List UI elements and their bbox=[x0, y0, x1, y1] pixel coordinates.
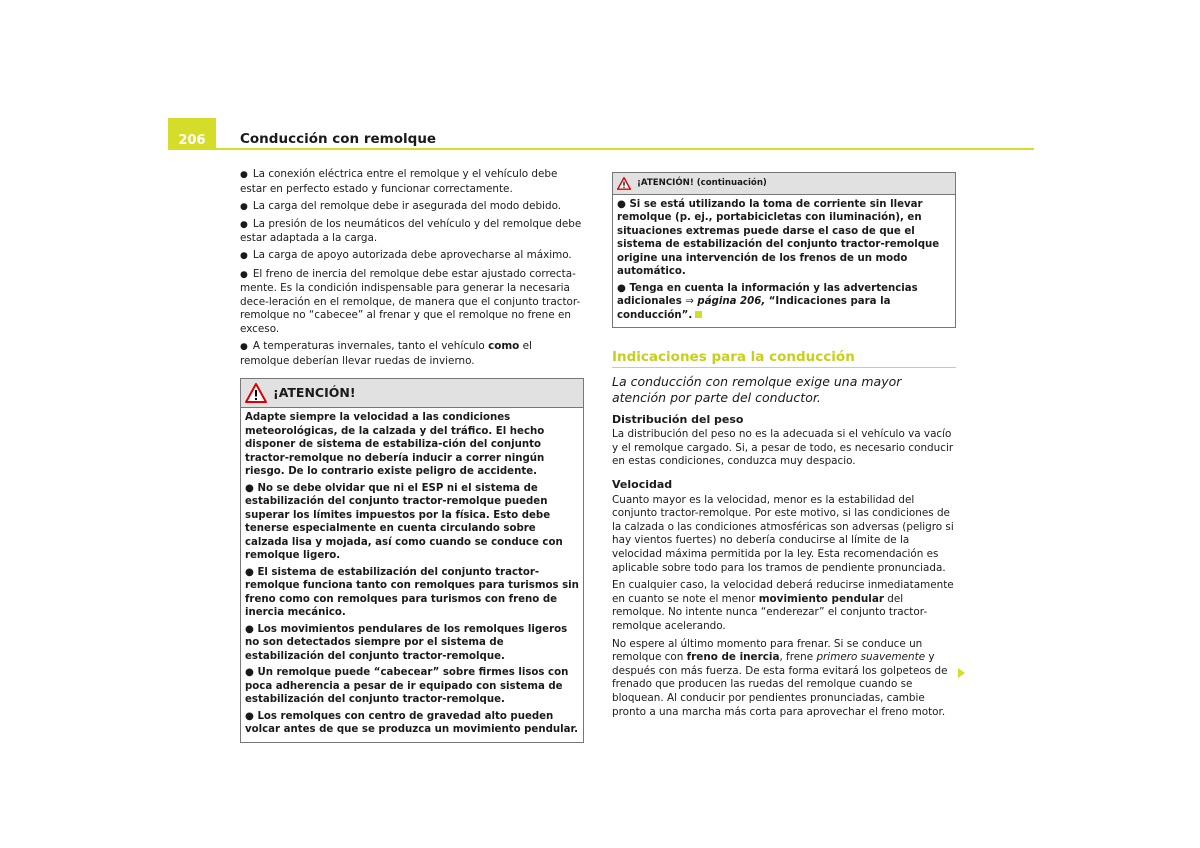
list-item: ● A temperaturas invernales, tanto el vehículo como el remolque deberían llevar ruedas de invierno. bbox=[240, 340, 532, 367]
bullet-icon: ● bbox=[240, 170, 248, 180]
list-item: ● Tenga en cuenta la información y las advertencias adicionales ⇒ página 206, “Indicaciones para la conducción”. bbox=[617, 282, 918, 321]
paragraph: Cuanto mayor es la velocidad, menor es la estabilidad del conjunto tractor-remolque. Por este motivo, si las condiciones de la calzada o las condiciones atmosféricas son adversas (peligro si hay vientos fuertes) no debería conducirse al límite de la velocidad máxima permitida por la ley. Esta recomendación es aplicable sobre todo para los tramos de pendiente pronunciada. bbox=[612, 493, 954, 574]
cross-reference[interactable]: ⇒ página 206, “Indicaciones para la conducción”. bbox=[617, 296, 891, 321]
warning-title: ¡ATENCIÓN! bbox=[273, 385, 356, 401]
bullet-icon: ● bbox=[245, 667, 258, 679]
bullet-icon: ● bbox=[245, 710, 258, 722]
bullet-icon: ● bbox=[245, 566, 258, 578]
warning-intro: Adapte siempre la velocidad a las condiciones meteorológicas, de la calzada y del tráfico. El hecho disponer de sistema de estabiliza-ción del conjunto tractor-remolque no debería inducir a correr ningún riesgo. De lo contrario existe peligro de accidente. bbox=[245, 412, 545, 478]
list-item: ● Un remolque puede “cabecear” sobre firmes lisos con poca adherencia a pesar de ir equipado con sistema de estabilización del conjunto tractor-remolque. bbox=[245, 667, 569, 706]
list-item: ● La conexión eléctrica entre el remolque y el vehículo debe estar en perfecto estado y funcionar correctamente. bbox=[240, 168, 558, 195]
list-item: ● No se debe olvidar que ni el ESP ni el sistema de estabilización del conjunto tractor-remolque pueden superar los límites impuestos por la física. Esto debe tenerse especialmente en cuenta circulando sobre calzada lisa y mojada, así como cuando se conduce con remolque ligero. bbox=[245, 482, 563, 562]
next-page-icon[interactable] bbox=[958, 668, 965, 678]
page-number: 206 bbox=[168, 118, 216, 150]
warning-body bbox=[241, 408, 583, 742]
bullet-icon: ● bbox=[245, 482, 258, 494]
warning-continued-header bbox=[613, 173, 955, 195]
warning-continued-body bbox=[613, 195, 955, 328]
section-intro: La conducción con remolque exige una mayor atención por parte del conductor. bbox=[612, 373, 902, 405]
subsection-title: Distribución del peso bbox=[612, 412, 744, 426]
list-item: ● El freno de inercia del remolque debe estar ajustado correcta-mente. Es la condición indispensable para generar la necesaria dece-leración en el remolque, de manera que el conjunto tractor-remolque no “cabecee” al frenar y que el remolque no frene en exceso. bbox=[240, 267, 581, 335]
paragraph: En cualquier caso, la velocidad deberá reducirse inmediatamente en cuanto se note el menor movimiento pendular del remolque. No intente nunca “enderezar” el conjunto tractor-remolque acelerando. bbox=[612, 579, 954, 632]
warning-box bbox=[240, 378, 584, 743]
bullet-icon: ● bbox=[245, 623, 258, 635]
bullet-icon: ● bbox=[240, 342, 248, 353]
list-item: ● Los remolques con centro de gravedad alto pueden volcar antes de que se produzca un movimiento pendular. bbox=[245, 710, 578, 736]
bullet-icon: ● bbox=[617, 198, 630, 210]
list-item: ● La carga del remolque debe ir asegurada del modo debido. bbox=[240, 199, 562, 212]
paragraph: No espere al último momento para frenar. Si se conduce un remolque con freno de inercia, frene primero suavemente y después con más fuerza. De esta forma evitará los golpeteos de frenado que producen las ruedas del remolque cuando se bloquean. Al conducir por pendientes pronunciadas, cambie pronto a una marcha más corta para aprovechar el freno motor. bbox=[612, 637, 948, 718]
left-column bbox=[240, 168, 584, 743]
right-column bbox=[612, 172, 956, 723]
bullet-icon: ● bbox=[240, 269, 248, 280]
warning-continued-title: ¡ATENCIÓN! (continuación) bbox=[637, 178, 767, 188]
bullet-icon: ● bbox=[240, 251, 248, 262]
page-header-title: Conducción con remolque bbox=[240, 131, 437, 147]
list-item: ● La presión de los neumáticos del vehículo y del remolque debe estar adaptada a la carga. bbox=[240, 217, 582, 245]
list-item: ● El sistema de estabilización del conjunto tractor-remolque funciona tanto con remolques para turismos sin freno como con remolques para turismos con freno de inercia mecánico. bbox=[245, 566, 579, 619]
paragraph: La distribución del peso no es la adecuada si el vehículo va vacío y el remolque cargado. Si, a pesar de todo, es necesario conducir en estas condiciones, conduzca muy despacio. bbox=[612, 428, 954, 468]
end-square-icon bbox=[695, 311, 702, 318]
subsection-title: Velocidad bbox=[612, 478, 673, 492]
warning-header bbox=[241, 379, 583, 408]
bullet-icon: ● bbox=[617, 282, 630, 294]
header-rule bbox=[168, 148, 1034, 150]
warning-triangle-icon bbox=[617, 177, 631, 190]
list-item: ● Si se está utilizando la toma de corriente sin llevar remolque (p. ej., portabicicletas con iluminación), en situaciones extremas puede darse el caso de que el sistema de estabilización del conjunto tractor-remolque origine una intervención de los frenos de un modo automático. bbox=[617, 198, 940, 278]
warning-continued-box bbox=[612, 172, 956, 328]
warning-triangle-icon bbox=[245, 383, 267, 403]
list-item: ● La carga de apoyo autorizada debe aprovecharse al máximo. bbox=[240, 249, 572, 262]
list-item: ● Los movimientos pendulares de los remolques ligeros no son detectados siempre por el sistema de estabilización del conjunto tractor-remolque. bbox=[245, 623, 568, 662]
bullet-icon: ● bbox=[240, 201, 248, 212]
section-title: Indicaciones para la conducción bbox=[612, 351, 956, 368]
bullet-icon: ● bbox=[240, 219, 248, 230]
